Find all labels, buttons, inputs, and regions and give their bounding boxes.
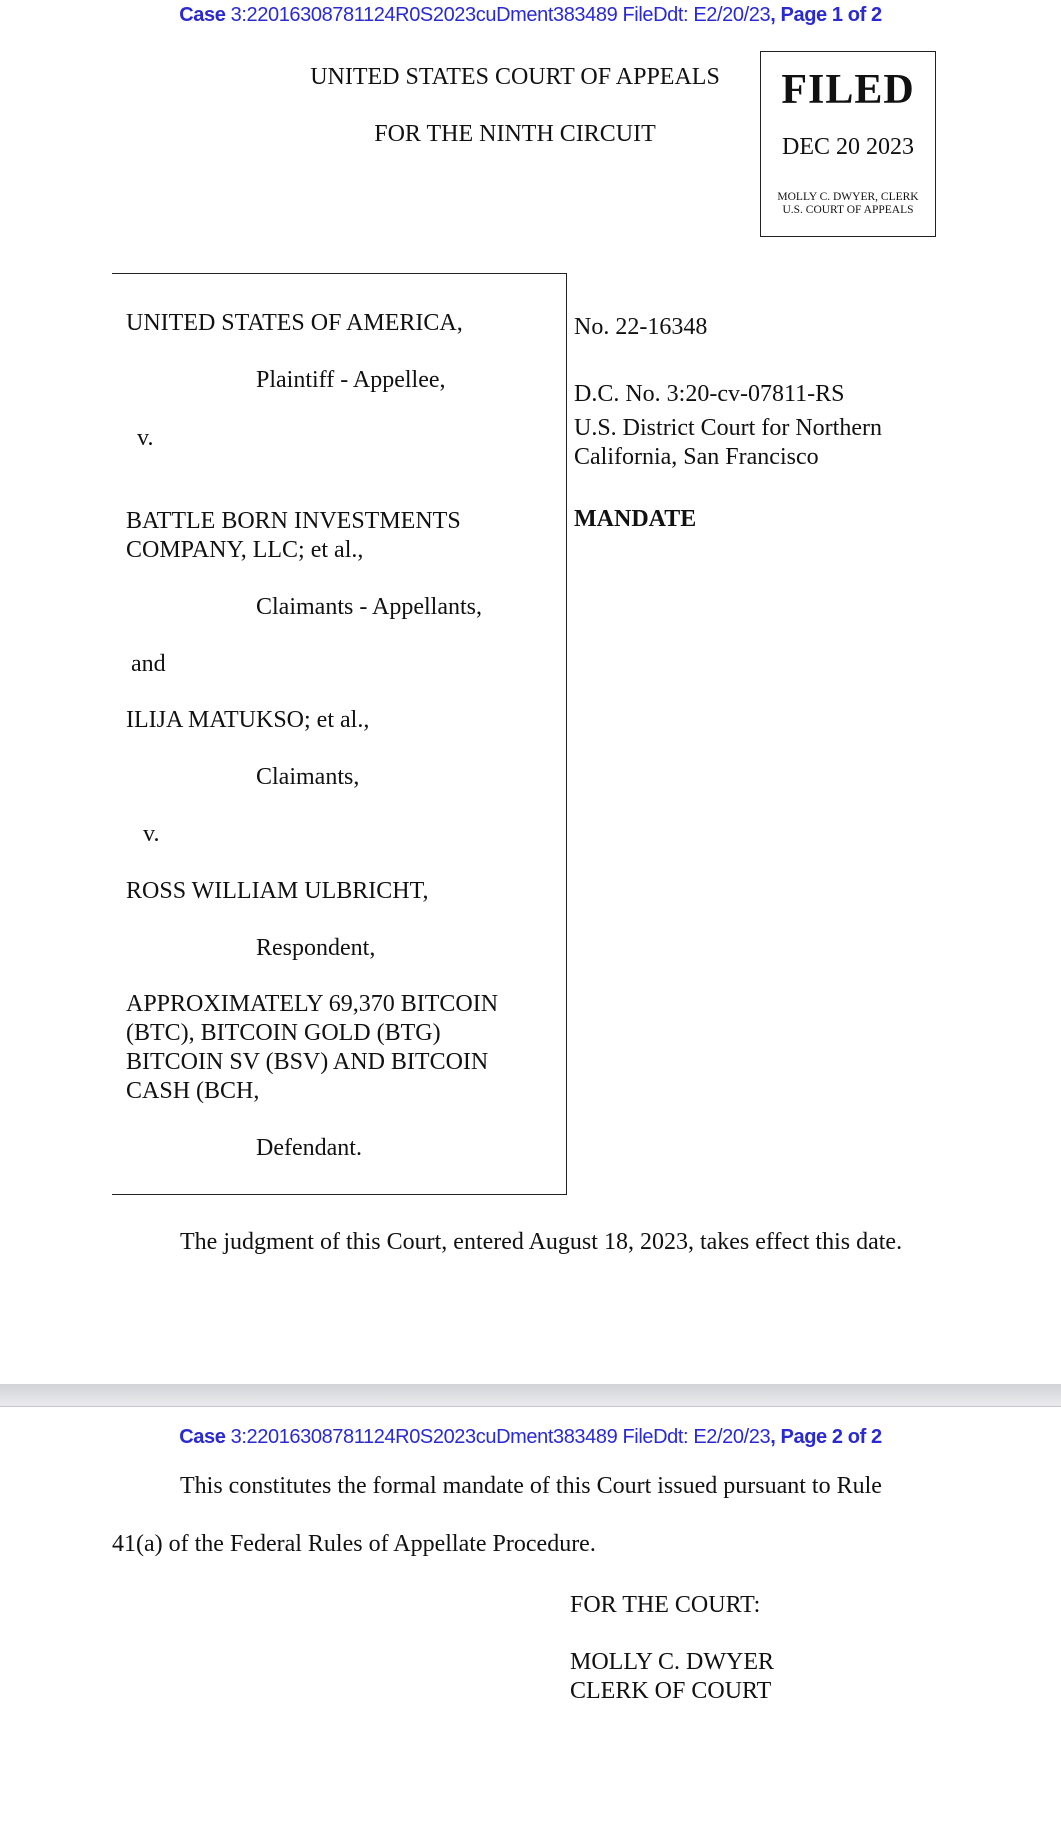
defendant-line1: APPROXIMATELY 69,370 BITCOIN: [126, 991, 499, 1017]
page-label: , Page 1 of 2: [770, 4, 882, 26]
defendant-line4: CASH (BCH,: [126, 1078, 260, 1104]
filed-date: DEC 20 2023: [782, 134, 914, 160]
page-separator: [0, 1384, 1061, 1407]
document-type: MANDATE: [574, 506, 697, 532]
page-label: , Page 2 of 2: [770, 1426, 882, 1448]
respondent-name: ROSS WILLIAM ULBRICHT,: [126, 878, 429, 904]
and-text: and: [131, 651, 166, 677]
dc-number: D.C. No. 3:20-cv-07811-RS: [574, 381, 845, 407]
case-overlay-text: 3:22016308781124R0S2023cuDment383489 FileDdt: E2/20/23: [230, 1426, 771, 1448]
defendant-line3: BITCOIN SV (BSV) AND BITCOIN: [126, 1049, 489, 1075]
filed-clerk-line2: U.S. COURT OF APPEALS: [782, 204, 914, 216]
plaintiff-name: UNITED STATES OF AMERICA,: [126, 310, 463, 336]
district-court-line2: California, San Francisco: [574, 444, 819, 470]
case-header-stamp-page2: [0, 1426, 1061, 1449]
claimants1-line2: COMPANY, LLC; et al.,: [126, 537, 364, 563]
case-overlay-text: 3:22016308781124R0S2023cuDment383489 FileDdt: E2/20/23: [230, 4, 771, 26]
respondent-role: Respondent,: [256, 935, 376, 961]
case-label: Case: [179, 4, 226, 26]
district-court-line1: U.S. District Court for Northern: [574, 415, 882, 441]
claimants1-role: Claimants - Appellants,: [256, 594, 482, 620]
defendant-role: Defendant.: [256, 1135, 362, 1161]
claimants1-line1: BATTLE BORN INVESTMENTS: [126, 508, 461, 534]
circuit-name: FOR THE NINTH CIRCUIT: [374, 121, 656, 147]
clerk-title: CLERK OF COURT: [570, 1678, 772, 1704]
versus-1: v.: [137, 425, 154, 451]
mandate-text-line2: 41(a) of the Federal Rules of Appellate Procedure.: [112, 1531, 596, 1557]
mandate-text-line1: This constitutes the formal mandate of this Court issued pursuant to Rule: [180, 1473, 882, 1499]
plaintiff-role: Plaintiff - Appellee,: [256, 367, 446, 393]
case-number: No. 22-16348: [574, 314, 708, 340]
case-header-stamp: [0, 4, 1061, 27]
filed-title: FILED: [781, 67, 915, 113]
defendant-line2: (BTC), BITCOIN GOLD (BTG): [126, 1020, 441, 1046]
versus-2: v.: [143, 821, 160, 847]
clerk-name: MOLLY C. DWYER: [570, 1649, 775, 1675]
for-the-court: FOR THE COURT:: [570, 1592, 761, 1618]
filed-clerk-line1: MOLLY C. DWYER, CLERK: [777, 191, 919, 203]
claimants2-role: Claimants,: [256, 764, 360, 790]
case-label: Case: [179, 1426, 226, 1448]
filed-stamp: [760, 51, 936, 237]
filed-clerk-block: [761, 191, 935, 217]
claimants2-name: ILIJA MATUKSO; et al.,: [126, 707, 370, 733]
court-name: UNITED STATES COURT OF APPEALS: [310, 64, 720, 90]
judgment-text: The judgment of this Court, entered August 18, 2023, takes effect this date.: [180, 1229, 903, 1255]
